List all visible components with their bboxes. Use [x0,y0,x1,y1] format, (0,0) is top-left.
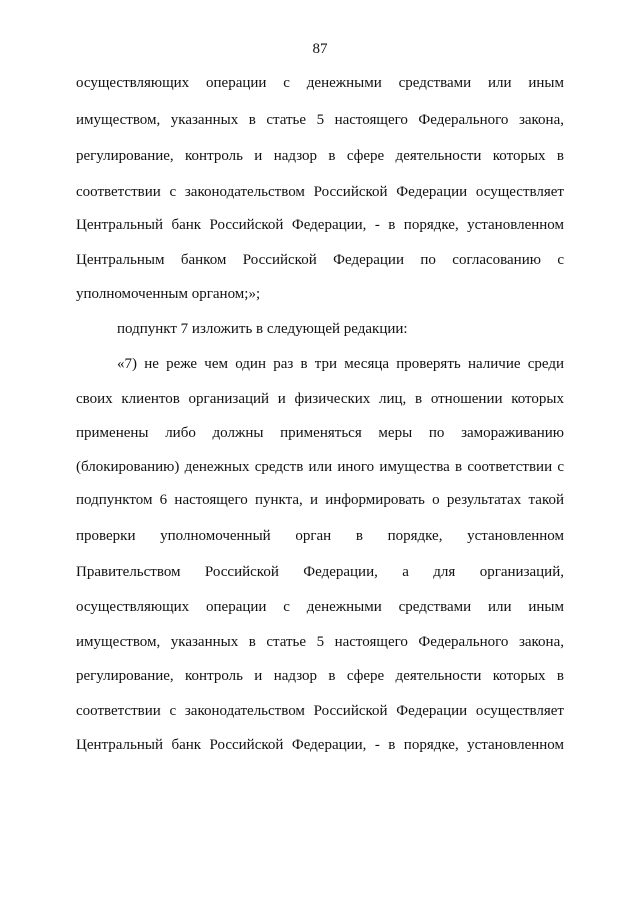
page-number: 87 [312,41,328,57]
text-line-2: имуществом, указанных в статье 5 настоящего Федерального закона, [76,112,564,128]
text-line-6: Центральным банком Российской Федерации по согласованию с [76,252,564,268]
text-line-12: (блокированию) денежных средств или иного имущества в соответствии с [76,459,564,475]
text-line-3: регулирование, контроль и надзор в сфере деятельности которых в [76,148,564,164]
text-line-15: Правительством Российской Федерации, а для организаций, [76,564,564,580]
text-line-8: подпункт 7 изложить в следующей редакции: [117,321,408,337]
text-line-1: осуществляющих операции с денежными средствами или иным [76,75,564,91]
text-line-11: применены либо должны применяться меры по замораживанию [76,425,564,441]
text-line-10: своих клиентов организаций и физических лиц, в отношении которых [76,391,564,407]
text-line-19: соответствии с законодательством Российской Федерации осуществляет [76,703,564,719]
text-line-13: подпунктом 6 настоящего пункта, и информировать о результатах такой [76,492,564,508]
text-line-20: Центральный банк Российской Федерации, - в порядке, установленном [76,737,564,753]
text-line-14: проверки уполномоченный орган в порядке, установленном [76,528,564,544]
text-line-9: «7) не реже чем один раз в три месяца проверять наличие среди [117,356,564,372]
text-line-5: Центральный банк Российской Федерации, - в порядке, установленном [76,217,564,233]
text-line-4: соответствии с законодательством Российской Федерации осуществляет [76,184,564,200]
text-line-16: осуществляющих операции с денежными средствами или иным [76,599,564,615]
text-line-18: регулирование, контроль и надзор в сфере деятельности которых в [76,668,564,684]
text-line-7: уполномоченным органом;»; [76,286,261,302]
text-line-17: имуществом, указанных в статье 5 настоящего Федерального закона, [76,634,564,650]
